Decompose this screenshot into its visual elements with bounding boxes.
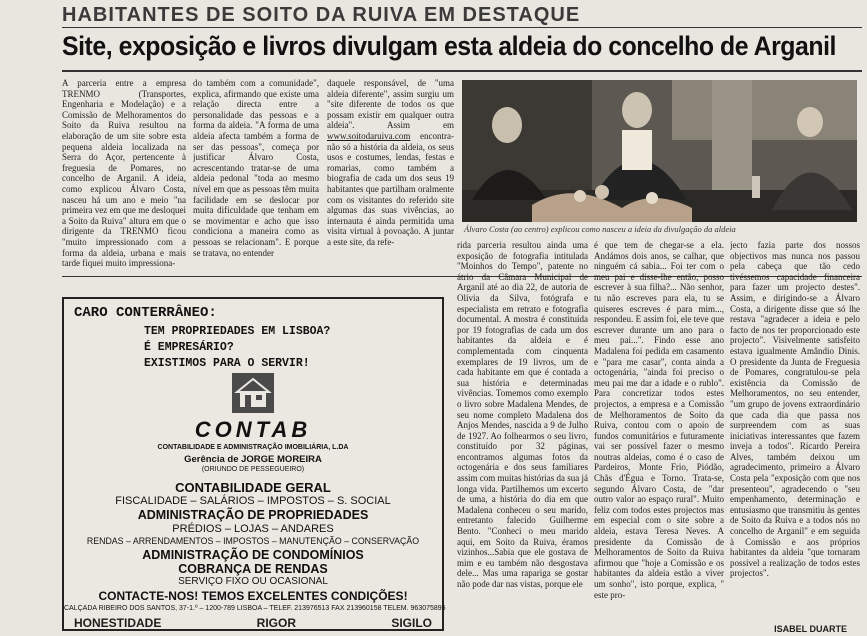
ad-value-honesty: HONESTIDADE	[74, 616, 162, 630]
ad-manager: Gerência de JORGE MOREIRA	[184, 454, 322, 465]
column-2-text: do também com a comunidade", explica, afirmando que existe uma relação directa entre a personalidade das pessoas e a forma da aldeia. "A forma de uma aldeia afecta também a forma de ser das pessoas", começa por justificar Álvaro Costa, acrescentando tratar-se de uma aldeia pedonal "toda ao mesmo nível em que as pessoas têm muita facilidade em se deslocar por muita dificuldade que tenham em se movimentar e acho que isso condiciona a maneira como as pessoas se relacionam". E porque se tratava, no entender	[193, 78, 319, 258]
ad-question-2: É EMPRESÁRIO?	[144, 341, 234, 354]
ad-service-property: ADMINISTRAÇÃO DE PROPRIEDADES	[137, 508, 369, 522]
ad-service-condominium: ADMINISTRAÇÃO DE CONDOMÍNIOS	[142, 548, 364, 562]
column-4-text: rida parceria resultou ainda uma exposição de fotografia intitulada "Moinhos do Tempo", patente no átrio da Câmara Municipal de Arganil até ao dia 22, de autoria de Olívia da Silva, fotógrafa e especialista em retrato e fotografia documental. A mostra é constituída por 19 fotografias de cada um dos habitantes da aldeia e é complementada com cinquenta exemplares de 19 livros, um de cada habitante em que é contada a sua história e determinadas vivências. Tomemos como exemplo o livro sobre Madalena Mendes, de seu nome completo Madalena dos Anjos Mendes, nascida a 9 de Julho de 1927. Ao folhearmos o seu livro, constituído por 32 páginas, encontramos algumas fotos da octogenária e dos seus familiares assim com muitas histórias da sua já longa vida. Partilhemos um excerto de uma, a história do dia em que Madalena conheceu o seu marido, entretanto falecido Guilherme Bento. "Conheci o meu marido aqui, em Soito da Ruiva, éramos vizinhos...Sabia que ele gostava de mim e eu também não desgostava dele... Mas uma rapariga se gostar não pode dar nas vistas, porque ele	[457, 240, 588, 589]
article-column-4	[457, 240, 588, 636]
house-logo-icon	[232, 373, 274, 413]
article-photo	[462, 80, 857, 222]
ad-service-accounting-items: FISCALIDADE – SALÁRIOS – IMPOSTOS – S. SOCIAL	[115, 495, 391, 507]
ad-service-property-sub: RENDAS – ARRENDAMENTOS – IMPOSTOS – MANUTENÇÃO – CONSERVAÇÃO	[86, 536, 420, 546]
ad-company-name: CONTAB	[194, 417, 312, 442]
ad-values-row	[64, 616, 442, 630]
article-headline: Site, exposição e livros divulgam esta aldeia do concelho de Arganil	[62, 31, 836, 61]
ad-service-rent: COBRANÇA DE RENDAS	[178, 562, 328, 576]
ad-origin: (ORIUNDO DE PESSEGUEIRO)	[201, 466, 305, 473]
ad-address: CALÇADA RIBEIRO DOS SANTOS, 37-1.º – 1200-789 LISBOA – TELEF. 213976513 FAX 213960158 TELEM. 963075895	[64, 605, 446, 612]
column-3-text-cont: encontra-não só a história da aldeia, os seus usos e costumes, lendas, festas e romarias, como também a biografia de cada um dos seus 19 habitantes que partilham oralmente com os visitantes do referido site algumas das suas vivências, ao internauta é ainda permitida uma visita virtual à povoação. A juntar a este site, da refe-	[327, 130, 454, 247]
website-link[interactable]: www.soitodaruiva.com	[327, 130, 411, 141]
ad-value-rigor: RIGOR	[256, 616, 296, 630]
column-5-text: é que tem de chegar-se a ela. Andámos dois anos, se calhar, que ninguém cá sabia... Foi ter com o meu pai e disse-lhe então, posso escrever à sua filha?... Não senhor, tu não escreves para ela, tu se quiseres escreves é para mim..., respondeu. E assim foi, ele teve que escrever durante um ano para o meu pai...". Findo esse ano Madalena foi pedida em casamento e "para me casar", conta ainda a octogenária, "ainda foi preciso o meu pai me dar a idade e o rublo". Para concretizar todos estes projectos, a empresa e a Comissão de Melhoramentos de Soito da Ruiva, contou com o apoio de fundos comunitários e futuramente vai ser possível fazer o mesmo noutras aldeias, como é o caso de Pardeiros, Monte Frio, Piódão, Chãs d'Égua e Torno. Trata-se, segundo Álvaro Costa, de "dar outro valor ao espaço rural". Muito feliz com todos estes projectos mas em especial com o site sobre a aldeia, estava Teresa Neves. A presidente da Comissão de Melhoramentos de Soito da Ruiva afirmou que "hoje a Comissão e os habitantes da aldeia estão a viver um sonho", isto porque, explica, " este pro-	[594, 240, 724, 600]
article-column-3	[327, 78, 454, 268]
column-6-text: jecto fazia parte dos nossos objectivos mas nunca nos passou pela cabeça que tão cedo tivéssemos capacidade financeira para fazer um projecto destes". Assim, e dirigindo-se a Álvaro Costa, a dirigente disse que só lhe restava "agradecer a ideia e pelo facto de nos ter proporcionado este projecto". Visivelmente satisfeito estava igualmente Amândio Dinis. O presidente da Junta de Freguesia de Pomares, congratulou-se pela existência da Comissão de Melhoramentos, no seu entender, "um grupo de jovens extraordinário que cada dia que passa nos surpreendem com as suas iniciativas interessantes que fazem inveja a todos". Ricardo Pereira Alves, também deixou um agradecimento, primeiro a Álvaro Costa pela "exposição com que nos presenteou", agradecendo o "seu empenhamento, determinação e entusiasmo que transmitiu às gentes de Soito da Ruiva e a todos nós no concelho de Arganil" e em seguida à Comissão e aos próprios habitantes da aldeia "que tornaram possível a realização de todos estes projectos".	[730, 240, 860, 579]
ad-service-rent-sub: SERVIÇO FIXO OU OCASIONAL	[178, 576, 328, 587]
column-3-text: daquele responsável, de "uma aldeia diferente", assim surgiu um "site diferente de todos os que possam existir em qualquer outra aldeia". Assim em	[327, 78, 454, 131]
ad-question-3: EXISTIMOS PARA O SERVIR!	[144, 357, 310, 370]
headline-rule	[62, 70, 862, 72]
ad-service-property-items: PRÉDIOS – LOJAS – ANDARES	[172, 523, 334, 535]
ad-value-secrecy: SIGILO	[391, 616, 432, 630]
ad-greeting: CARO CONTERRÂNEO:	[74, 305, 217, 321]
article-column-6	[730, 240, 860, 622]
article-column-1	[62, 78, 186, 268]
ad-question-1: TEM PROPRIEDADES EM LISBOA?	[144, 325, 331, 338]
photo-illustration	[462, 80, 857, 222]
photo-caption: Álvaro Costa (ao centro) explicou como nasceu a ideia da divulgação da aldeia	[464, 224, 736, 234]
ad-company-desc: CONTABILIDADE E ADMINISTRAÇÃO IMOBILIÁRIA, L.DA	[157, 444, 349, 451]
ad-service-accounting: CONTABILIDADE GERAL	[175, 480, 331, 495]
section-kicker: HABITANTES DE SOITO DA RUIVA EM DESTAQUE	[62, 4, 581, 26]
column-1-text: A parceria entre a empresa TRENMO (Transportes, Engenharia e Modelação) e a Comissão de Melhoramentos do Soito da Ruiva resultou na elaboração de um site sobre esta pequena aldeia localizada na Serra do Açor, pertencente à freguesia de Pomares, no concelho de Arganil. A ideia, como explicou Álvaro Costa, nasceu há um ano e meio "na primeira vez em que me desloquei a Soito da Ruiva" altura em que o dirigente da TRENMO ficou "muito impressionado com a forma da aldeia, urbana e mais tarde fiquei muito impressiona-	[62, 78, 186, 268]
contab-advertisement	[62, 297, 444, 631]
kicker-rule	[62, 27, 862, 28]
article-column-2	[193, 78, 319, 268]
byline: ISABEL DUARTE	[774, 624, 847, 634]
contab-logo	[232, 373, 274, 413]
ad-contact: CONTACTE-NOS! TEMOS EXCELENTES CONDIÇÕES!	[98, 589, 408, 603]
article-column-5	[594, 240, 724, 636]
